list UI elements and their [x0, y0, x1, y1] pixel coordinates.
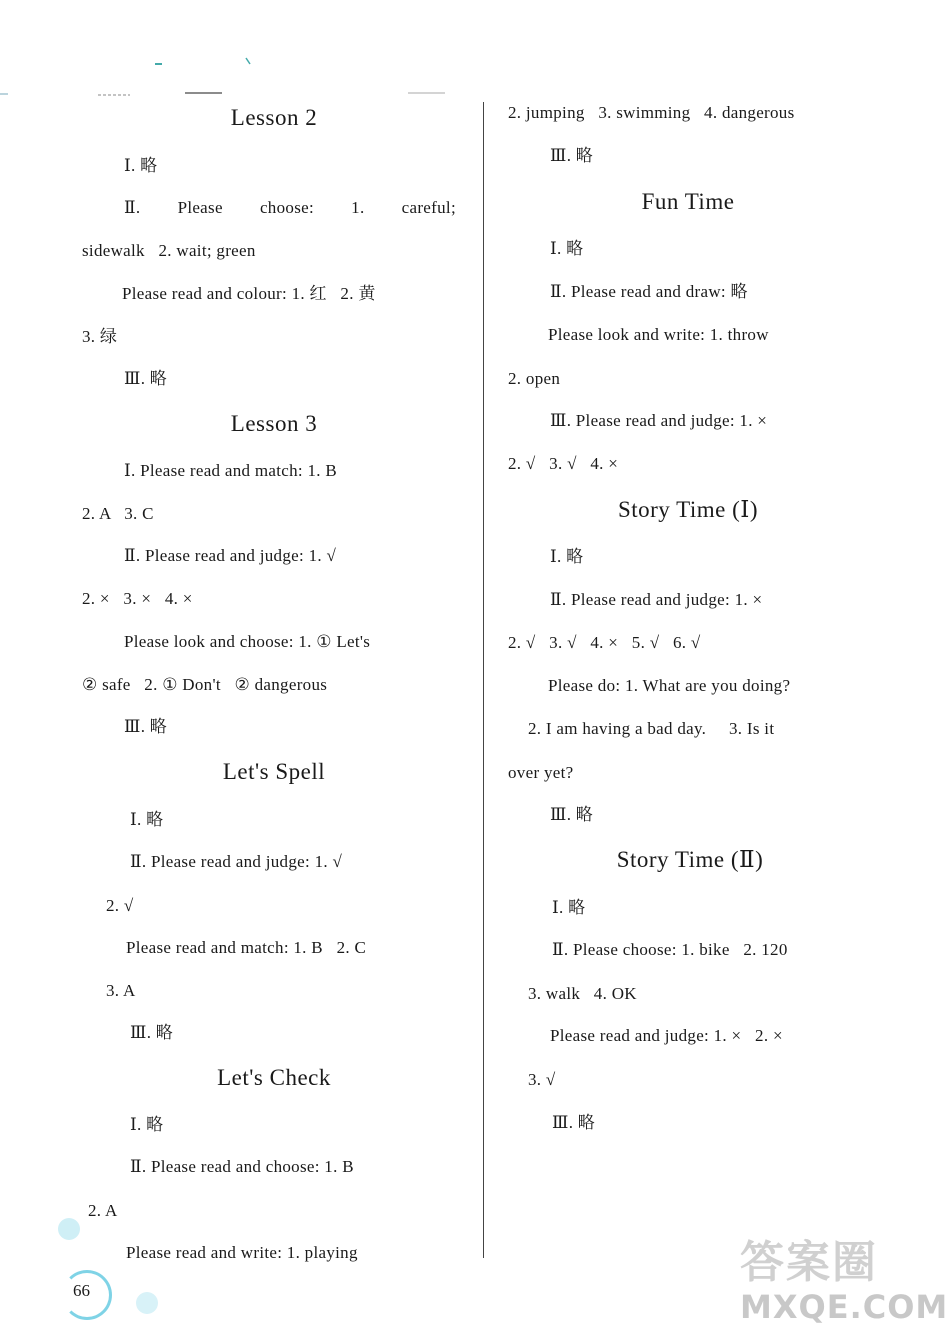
- fun-time-part1: Ⅰ. 略: [550, 239, 584, 258]
- lesson3-part3: Ⅲ. 略: [124, 717, 168, 736]
- story1-part3: Ⅲ. 略: [550, 805, 594, 824]
- story1-heading: Story Time (Ⅰ): [617, 497, 759, 522]
- lets-spell-part1: Ⅰ. 略: [130, 810, 164, 829]
- lesson2-part2-numeral: Ⅱ.: [124, 198, 141, 217]
- lets-spell-part2-cont: 2. √: [106, 896, 134, 915]
- lesson2-heading: Lesson 2: [230, 105, 318, 130]
- header-decoration: [0, 0, 460, 100]
- fun-time-look: Please look and write: 1. throw: [548, 325, 769, 344]
- bubble-decoration: [58, 1218, 80, 1240]
- lets-check-part2: Ⅱ. Please read and choose: 1. B: [130, 1157, 354, 1176]
- fun-time-heading: Fun Time: [641, 189, 735, 214]
- lets-check-heading: Let's Check: [217, 1065, 331, 1090]
- fun-time-part3: Ⅲ. Please read and judge: 1. ×: [550, 411, 768, 430]
- column-divider: [483, 102, 484, 1258]
- story2-part3: Ⅲ. 略: [552, 1113, 596, 1132]
- lesson2-part2-word: 1.: [351, 198, 365, 217]
- lesson2-colour-cont: 3. 绿: [82, 327, 118, 346]
- fun-time-look-cont: 2. open: [508, 369, 561, 388]
- story1-do-cont2: over yet?: [508, 763, 574, 782]
- lets-spell-heading: Let's Spell: [222, 759, 326, 784]
- lesson3-heading: Lesson 3: [230, 411, 318, 436]
- story2-judge-cont: 3. √: [528, 1070, 556, 1089]
- story2-part2: Ⅱ. Please choose: 1. bike 2. 120: [552, 940, 788, 959]
- watermark-logo: [740, 1226, 948, 1336]
- lesson2-colour: Please read and colour: 1. 红 2. 黄: [122, 284, 376, 303]
- lets-spell-match: Please read and match: 1. B 2. C: [126, 938, 367, 957]
- story2-part1: Ⅰ. 略: [552, 898, 586, 917]
- lets-check-part1: Ⅰ. 略: [130, 1115, 164, 1134]
- story1-do: Please do: 1. What are you doing?: [548, 676, 791, 695]
- lets-spell-part2: Ⅱ. Please read and judge: 1. √: [130, 852, 343, 871]
- lesson2-part3: Ⅲ. 略: [124, 369, 168, 388]
- lesson3-part2: Ⅱ. Please read and judge: 1. √: [124, 546, 337, 565]
- lesson3-look: Please look and choose: 1. ① Let's: [124, 632, 371, 651]
- lets-check-write: Please read and write: 1. playing: [126, 1243, 358, 1262]
- fun-time-part3-cont: 2. √ 3. √ 4. ×: [508, 454, 619, 473]
- lesson3-look-cont: ② safe 2. ① Don't ② dangerous: [82, 675, 328, 694]
- fun-time-part2: Ⅱ. Please read and draw: 略: [550, 282, 748, 301]
- story2-judge: Please read and judge: 1. × 2. ×: [550, 1026, 783, 1045]
- top-continuation: 2. jumping 3. swimming 4. dangerous: [508, 103, 795, 122]
- watermark-title: 答案圈: [740, 1237, 878, 1288]
- story2-part2-cont: 3. walk 4. OK: [528, 984, 637, 1003]
- lets-spell-match-cont: 3. A: [106, 981, 136, 1000]
- lesson2-part2: [124, 197, 456, 219]
- page-number: 66: [73, 1281, 90, 1300]
- story1-part1: Ⅰ. 略: [550, 547, 584, 566]
- lesson2-part2-word: Please: [177, 198, 223, 217]
- watermark-url: MXQE.COM: [740, 1288, 948, 1326]
- lesson2-part1: Ⅰ. 略: [124, 156, 158, 175]
- lets-check-part2-cont: 2. A: [88, 1201, 118, 1220]
- top-part3: Ⅲ. 略: [550, 146, 594, 165]
- lesson2-part2-word: choose:: [259, 198, 314, 217]
- lesson2-part2-cont: sidewalk 2. wait; green: [82, 241, 256, 260]
- story1-part2: Ⅱ. Please read and judge: 1. ×: [550, 590, 763, 609]
- lesson3-part1-cont: 2. A 3. C: [82, 504, 154, 523]
- story2-heading: Story Time (Ⅱ): [616, 847, 764, 872]
- lesson2-part2-word: careful;: [401, 198, 456, 217]
- lesson3-part1: Ⅰ. Please read and match: 1. B: [124, 461, 338, 480]
- lesson3-part2-cont: 2. × 3. × 4. ×: [82, 589, 193, 608]
- lets-spell-part3: Ⅲ. 略: [130, 1023, 174, 1042]
- story1-part2-cont: 2. √ 3. √ 4. × 5. √ 6. √: [508, 633, 701, 652]
- story1-do-cont: 2. I am having a bad day. 3. Is it: [528, 719, 775, 738]
- bubble-decoration: [136, 1292, 158, 1314]
